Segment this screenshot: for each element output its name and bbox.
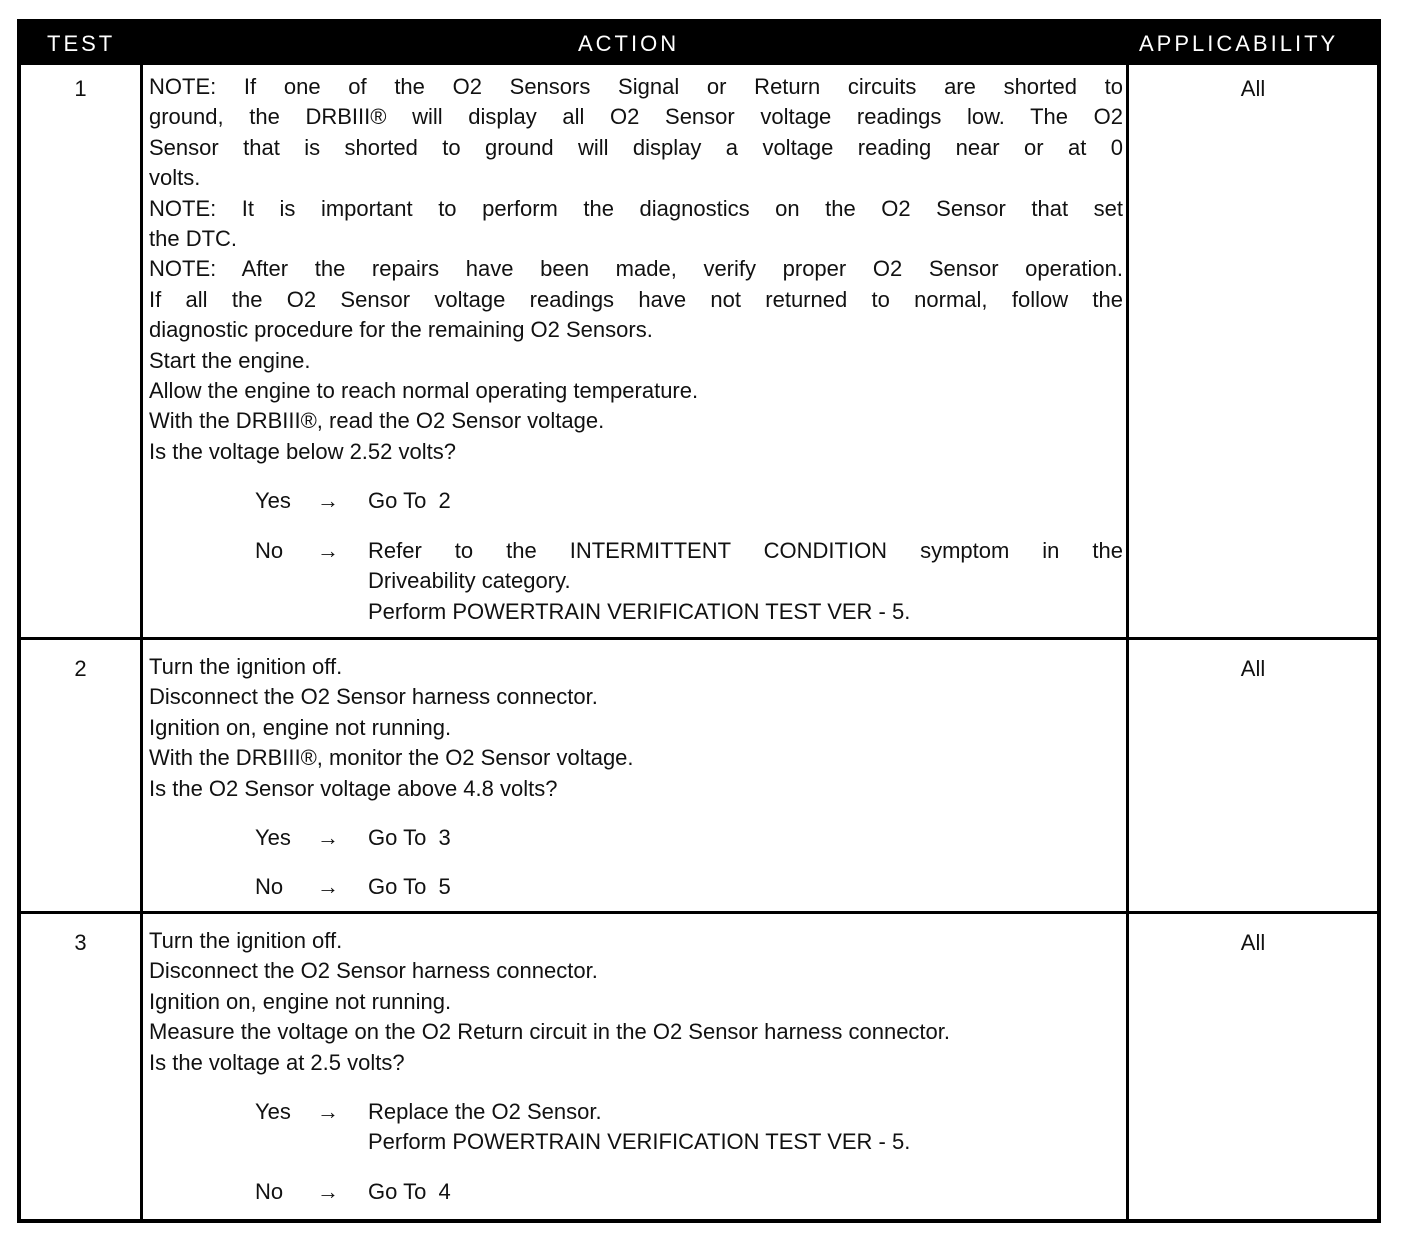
answer-label: No: [255, 537, 284, 563]
result-line: Replace the O2 Sensor.: [368, 1099, 602, 1125]
option-result: [368, 536, 1123, 627]
option-result: [368, 823, 1123, 853]
option-result: [368, 872, 1123, 902]
header-applicability: APPLICABILITY: [1139, 31, 1339, 56]
answer-label: Yes: [255, 488, 291, 514]
test-3-action: [149, 926, 1123, 1207]
action-line: Allow the engine to reach normal operating temperature.: [149, 378, 699, 404]
arrow-icon: →: [317, 1099, 339, 1125]
result-line: Go To 5: [368, 874, 451, 900]
action-line: Is the voltage below 2.52 volts?: [149, 438, 456, 464]
action-line: Is the voltage at 2.5 volts?: [149, 1049, 405, 1075]
test-number: 2: [74, 656, 87, 681]
applicability-value: All: [1240, 76, 1266, 101]
action-line: Ignition on, engine not running.: [149, 714, 452, 740]
answer-label: Yes: [255, 1099, 291, 1125]
arrow-icon: →: [317, 825, 339, 851]
action-line: the DTC.: [149, 226, 238, 252]
action-line: With the DRBIII®, read the O2 Sensor voltage.: [149, 408, 605, 434]
action-line: Disconnect the O2 Sensor harness connector.: [149, 684, 598, 710]
answer-label: No: [255, 874, 284, 900]
table-header: [21, 23, 1377, 65]
option-result: [368, 1177, 1123, 1207]
arrow-icon: →: [317, 1178, 339, 1204]
action-line: Turn the ignition off.: [149, 654, 343, 679]
test-1-action: [149, 72, 1123, 627]
test-number: 3: [74, 930, 87, 955]
action-line: NOTE: After the repairs have been made, verify proper O2 Sensor operation.: [149, 256, 1123, 282]
action-line: Sensor that is shorted to ground will display a voltage reading near or at 0: [149, 134, 1123, 160]
result-line: Refer to the INTERMITTENT CONDITION symptom in the: [368, 537, 1123, 563]
result-line: Go To 2: [368, 488, 451, 514]
yes-option: [149, 1097, 1123, 1158]
action-line: Measure the voltage on the O2 Return circuit in the O2 Sensor harness connector.: [149, 1019, 951, 1045]
column-divider: [140, 65, 143, 1219]
action-line: If all the O2 Sensor voltage readings have not returned to normal, follow the: [149, 286, 1123, 312]
arrow-icon: →: [317, 488, 339, 514]
row-divider: [21, 637, 1377, 640]
action-line: diagnostic procedure for the remaining O2 Sensors.: [149, 317, 653, 343]
test-number: 1: [74, 76, 87, 101]
header-action: ACTION: [578, 31, 680, 56]
action-line: Is the O2 Sensor voltage above 4.8 volts?: [149, 775, 558, 801]
answer-label: No: [255, 1178, 284, 1204]
answer-label: Yes: [255, 825, 291, 851]
action-line: ground, the DRBIII® will display all O2 Sensor voltage readings low. The O2: [149, 104, 1123, 130]
yes-option: [149, 823, 1123, 853]
option-result: [368, 486, 1123, 516]
row-divider: [21, 911, 1377, 914]
arrow-icon: →: [317, 874, 339, 900]
column-divider: [1126, 65, 1129, 1219]
arrow-icon: →: [317, 537, 339, 563]
result-line: Perform POWERTRAIN VERIFICATION TEST VER - 5.: [368, 1129, 911, 1155]
action-line: NOTE: It is important to perform the diagnostics on the O2 Sensor that set: [149, 195, 1123, 221]
result-line: Go To 4: [368, 1178, 451, 1204]
test-2-action: [149, 652, 1123, 903]
action-line: volts.: [149, 165, 201, 191]
action-line: With the DRBIII®, monitor the O2 Sensor voltage.: [149, 745, 634, 771]
header-test: TEST: [47, 31, 116, 56]
applicability-value: All: [1240, 656, 1266, 681]
result-line: Go To 3: [368, 825, 451, 851]
action-line: Turn the ignition off.: [149, 928, 343, 953]
yes-option: [149, 486, 1123, 516]
no-option: [149, 536, 1123, 627]
result-line: Perform POWERTRAIN VERIFICATION TEST VER - 5.: [368, 598, 911, 624]
action-line: Disconnect the O2 Sensor harness connector.: [149, 958, 598, 984]
diagnostic-table: [17, 19, 1381, 1223]
option-result: [368, 1097, 1123, 1158]
action-line: Start the engine.: [149, 347, 311, 373]
result-line: Driveability category.: [368, 568, 571, 594]
action-line: Ignition on, engine not running.: [149, 988, 452, 1014]
action-line: NOTE: If one of the O2 Sensors Signal or Return circuits are shorted to: [149, 74, 1123, 99]
applicability-value: All: [1240, 930, 1266, 955]
no-option: [149, 1177, 1123, 1207]
no-option: [149, 872, 1123, 902]
